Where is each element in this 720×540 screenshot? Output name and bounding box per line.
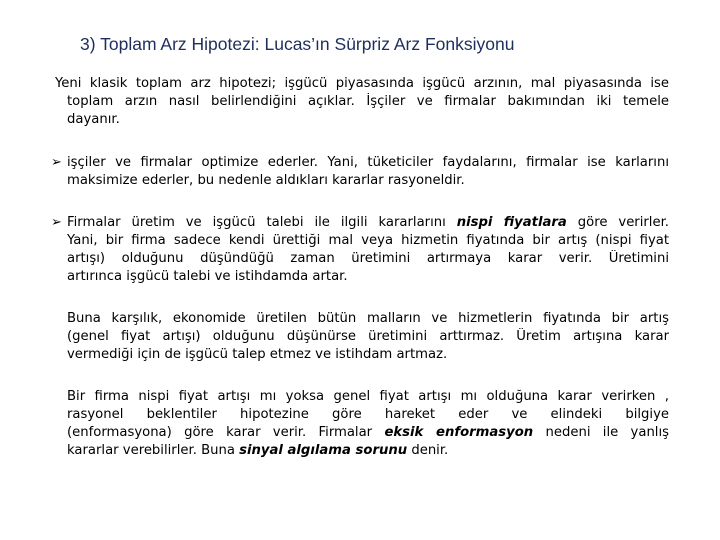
paragraph-line xyxy=(67,424,669,442)
paragraph-line xyxy=(67,442,448,460)
paragraph-text: (enformasyona) göre karar verir. Firmalar xyxy=(67,425,373,440)
paragraph-text: denir. xyxy=(411,443,449,458)
intro-line: dayanır. xyxy=(67,112,120,127)
paragraph-line: (genel fiyat artışı) olduğunu düşünürse üretimini arttırmaz. Üretim artışına karar xyxy=(67,329,669,344)
intro-line: toplam arzın nasıl belirlendiğini açıklar. İşçiler ve firmalar bakımından iki temele xyxy=(67,94,669,109)
paragraph-text: nedeni ile yanlış xyxy=(545,425,669,440)
emphasis-text: eksik enformasyon xyxy=(384,425,534,440)
paragraph-line: rasyonel beklentiler hipotezine göre hareket eder ve elindeki bilgiye xyxy=(67,407,669,422)
bullet-text: Firmalar üretim ve işgücü talebi ile ilgili kararlarını xyxy=(67,215,446,230)
emphasis-text: sinyal algılama sorunu xyxy=(239,443,408,458)
bullet-line: maksimize ederler, bu nedenle aldıkları kararlar rasyoneldir. xyxy=(67,173,465,188)
bullet-line: artışı) olduğunu düşündüğü zaman üretimini artırmaya karar verir. Üretimini xyxy=(67,251,669,266)
paragraph-line: Buna karşılık, ekonomide üretilen bütün malların ve hizmetlerin fiyatında bir artış xyxy=(67,311,669,326)
paragraph-line: Bir firma nispi fiyat artışı mı yoksa genel fiyat artışı mı olduğuna karar verirken , xyxy=(67,389,669,404)
slide-title: 3) Toplam Arz Hipotezi: Lucas’ın Sürpriz Arz Fonksiyonu xyxy=(80,34,515,54)
bullet-text: göre verirler. xyxy=(577,215,669,230)
arrow-bullet-icon: ➢ xyxy=(51,215,62,230)
bullet-line: Yani, bir firma sadece kendi ürettiği mal veya hizmetin fiyatında bir artış (nispi fiyat xyxy=(67,233,669,248)
emphasis-text: nispi fiyatlara xyxy=(456,215,567,230)
arrow-bullet-icon: ➢ xyxy=(51,155,62,170)
bullet-line xyxy=(67,214,669,232)
paragraph-line: vermediği için de işgücü talep etmez ve istihdam artmaz. xyxy=(67,347,448,362)
bullet-line: işçiler ve firmalar optimize ederler. Yani, tüketiciler faydalarını, firmalar ise karlarını xyxy=(67,155,669,170)
paragraph-text: kararlar verebilirler. Buna xyxy=(67,443,235,458)
bullet-line: artırınca işgücü talebi ve istihdamda artar. xyxy=(67,269,348,284)
intro-line: Yeni klasik toplam arz hipotezi; işgücü piyasasında işgücü arzının, mal piyasasında ise xyxy=(55,76,669,91)
